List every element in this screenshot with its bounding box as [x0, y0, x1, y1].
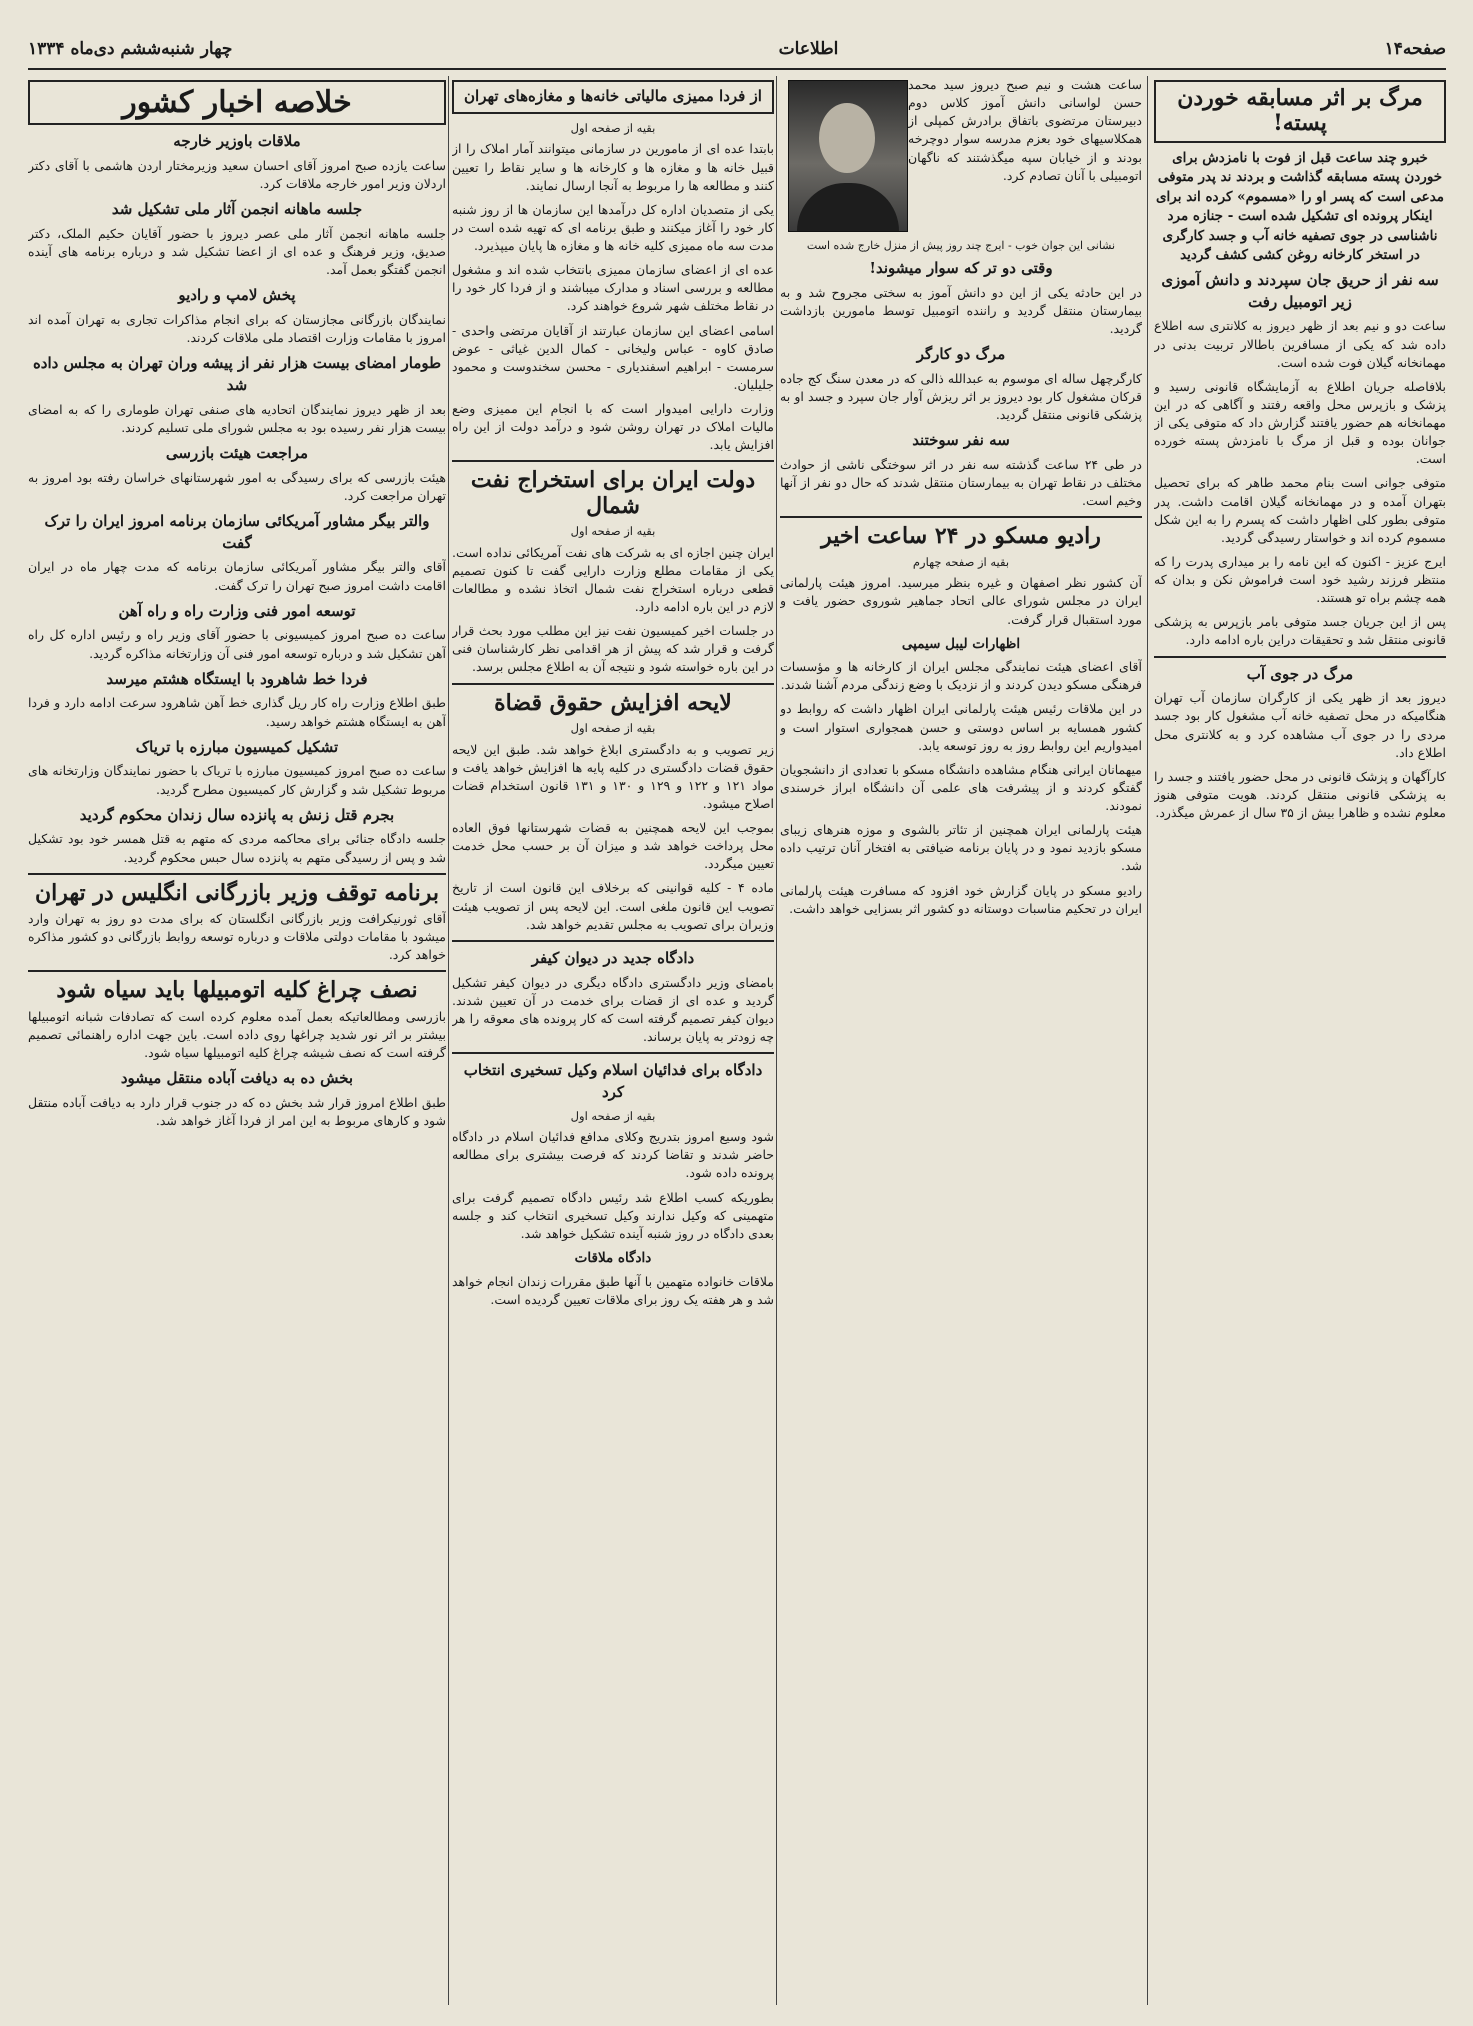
headline-country-news: خلاصه اخبار کشور	[28, 80, 446, 125]
column-country-news	[28, 76, 446, 2005]
article-lead: ساعت دو و نیم بعد از ظهر دیروز به کلانتری سه اطلاع داده شد که یکی از مسافرین باطالار تربیت بدنی در مهمانخانه گیلان فوت شده است.	[1154, 318, 1446, 370]
article-paragraph: میهمانان ایرانی هنگام مشاهده دانشگاه مسکو با تعدادی از دانشجویان گفتگو کردند و از پیشرفت های علمی آن دانشگاه ابراز خرسندی نمودند.	[780, 761, 1142, 814]
news-item-body: آقای ثورنیکرافت وزیر بازرگانی انگلستان که برای مدت دو روز به تهران وارد میشود با مقامات دولتی ملاقات و درباره توسعه روابط بازرگانی دو کشور مذاکره خواهد کرد.	[28, 910, 446, 963]
article-paragraph: ساعت هشت و نیم صبح دیروز سید محمد حسن لواسانی دانش آموز کلاس دوم دبیرستان مرتضوی باتفاق برادرش کمپلی از همکلاسیهای خود بعزم مدرسه سوار دوچرخه بودند و از خیابان سپه میگذشتند که ناگهان اتومبیلی با آنان تصادم کرد.	[908, 77, 1142, 183]
headline-car-lights: نصف چراغ کلیه اتومبیلها باید سیاه شود	[56, 977, 418, 1004]
continued-note: بقیه از صفحه اول	[570, 1108, 656, 1123]
section-head-new-court: دادگاه جدید در دیوان کیفر	[531, 948, 695, 967]
divider	[780, 516, 1142, 518]
news-item-head: فردا خط شاهرود با ایستگاه هشتم میرسد	[106, 669, 368, 688]
portrait-shoulders	[797, 183, 899, 231]
article-paragraph: بطوریکه کسب اطلاع شد رئیس دادگاه تصمیم گرفت برای متهمینی که وکیل ندارند وکیل تسخیری انتخاب کند و جلسه بعدی دادگاه در روز شنبه آینده تشکیل خواهد شد.	[452, 1189, 774, 1241]
headline-north-oil: دولت ایران برای استخراج نفت شمال	[470, 467, 756, 519]
news-item-head: مراجعت هیئت بازرسی	[165, 443, 309, 462]
continued-note: بقیه از صفحه اول	[570, 524, 656, 539]
news-item-head: والتر بیگر مشاور آمریکائی سازمان برنامه امروز ایران را ترک گفت	[44, 511, 430, 552]
subheadline: خبرو چند ساعت قبل از فوت با نامزدش برای خوردن پسته مسابقه گذاشت و بردند ند پدر متوفی مدعی است که پسر او را «مسموم» کرده اند برای اینکار پرونده ای تشکیل شده است - جنازه مرد ناشناسی در جوی تصفیه خانه آب و جسد کارگری در استخر کارخانه روغن کشی کشف گردید	[1155, 149, 1445, 264]
column-tax-assessment	[780, 76, 1142, 2005]
article-paragraph: عده ای از اعضای سازمان ممیزی بانتخاب شده اند و مشغول مطالعه و بررسی اسناد و مدارک میباشند و از فردا کار خود را در نقاط مختلف شهر شروع خواهند کرد.	[452, 262, 774, 314]
headline-uk-minister: برنامه توقف وزیر بازرگانی انگلیس در تهران	[34, 879, 440, 906]
news-item-head: ملاقات باوزیر خارجه	[173, 132, 301, 150]
section-head-two-riders: وقتی دو تر که سوار میشوند!	[869, 258, 1053, 277]
section-head-drowning: مرگ در جوی آب	[1246, 664, 1354, 683]
subheadline-fire: سه نفر از حریق جان سپردند و دانش آموزی زیر اتومبیل رفت	[1161, 270, 1439, 311]
divider	[452, 460, 774, 462]
continued-note: بقیه از صفحه اول	[570, 720, 656, 735]
news-item-body: ساعت یازده صبح امروز آقای احسان سعید وزیرمختار اردن هاشمی با آقای دکتر اردلان وزیر امور خارجه ملاقات کرد.	[28, 157, 446, 191]
article-paragraph: اسامی اعضای این سازمان عبارتند از آقایان مرتضی واحدی - صادق کاوه - عباس ولیخانی - کمال الدین غیاثی - عوض سرمست - ابراهیم اسفندیاری - محسن سخندوست و محمود جلیلیان.	[452, 322, 774, 392]
article-paragraph: در طی ۲۴ ساعت گذشته سه نفر در اثر سوختگی ناشی از حوادث مختلف در نقاط تهران به بیمارستان منتقل شدند که حال دو نفر از آنها وخیم است.	[780, 456, 1142, 509]
news-item-body: ساعت ده صبح امروز کمیسیونی با حضور آقای وزیر راه و رئیس اداره کل راه آهن تشکیل شد و درباره توسعه امور فنی آن وزارتخانه مذاکره گردید.	[28, 627, 446, 661]
portrait-photo	[788, 80, 908, 232]
article-paragraph: در این ملاقات رئیس هیئت پارلمانی ایران اظهار داشت که روابط دو کشور همسایه بر اساس دوستی و حسن همجواری استوار است و امیدواریم این روابط روز به روز توسعه یابد.	[780, 701, 1142, 753]
news-item-head: توسعه امور فنی وزارت راه و راه آهن	[118, 601, 356, 620]
section-head-burned: سه نفر سوختند	[912, 431, 1010, 450]
article-paragraph: ملاقات خانواده متهمین با آنها طبق مقررات زندان انجام خواهد شد و هر هفته یک روز برای ملاقات تعیین گردیده است.	[452, 1273, 774, 1307]
divider	[452, 683, 774, 685]
article-paragraph: بابتدا عده ای از مامورین در سازمانی میتوانند آمار املاک را از قبیل خانه ها و مغازه ها و کارخانه ها و سایر نقاط را تعیین کنند و مطالعه ها را مربوط به آنجا ارسال نمایند.	[452, 141, 774, 193]
issue-date: چهار شنبه‌ششم دی‌ماه ۱۳۳۴	[28, 39, 233, 59]
article-paragraph: وزارت دارایی امیدوار است که با انجام این ممیزی وضع مالیات املاک در تهران روشن شود و درآمد دولت از این راه افزایش یابد.	[452, 401, 774, 453]
news-item-body: جلسه دادگاه جنائی برای محاکمه مردی که متهم به قتل همسر خود بود تشکیل شد و پس از رسیدگی متهم به پانزده سال حبس محکوم گردید.	[28, 831, 446, 865]
subhead-statements: اظهارات لیبل سیمپی	[901, 635, 1021, 652]
article-paragraph: زیر تصویب و به دادگستری ابلاغ خواهد شد. طبق این لایحه حقوق قضات دادگستری در کلیه پایه ها افزایش خواهد یافت و مواد ۱۲۱ و ۱۲۲ و ۱۲۹ و ۱۳۰ و ۱۳۱ قانون استخدام قضات اصلاح میشود.	[452, 741, 774, 811]
article-paragraph: ایران چنین اجازه ای به شرکت های نفت آمریکائی نداده است. یکی از مقامات مطلع وزارت دارایی گفت تا کنون تصمیم قطعی درباره استخراج نفت شمال اتخاذ نشده و مطالعات لازم در این باره ادامه دارد.	[452, 544, 774, 615]
news-item-body: ساعت ده صبح امروز کمیسیون مبارزه با تریاک با حضور نمایندگان وزارتخانه های مربوط تشکیل شد و گزارش کار کمیسیون مطرح گردید.	[28, 763, 446, 797]
article-paragraph: در جلسات اخیر کمیسیون نفت نیز این مطلب مورد بحث قرار گرفت و قرار شد که پیش از هر اقدامی نظر کارشناسان فنی در این باره خواسته شود و نتیجه آن به اطلاع مجلس برسد.	[452, 623, 774, 675]
news-item-body: جلسه ماهانه انجمن آثار ملی عصر دیروز با حضور آقایان حکیم الملک، دکتر صدیق، وزیر فرهنگ و عده ای از اعضا تشکیل شد و درباره برنامه های آینده انجمن گفتگو بعمل آمد.	[28, 225, 446, 277]
news-item-body: بعد از ظهر دیروز نمایندگان اتحادیه های صنفی تهران طوماری را که به امضای بیست هزار نفر رسیده بود به مجلس شورای ملی تسلیم کردند.	[28, 401, 446, 435]
photo-block	[780, 76, 1142, 254]
article-paragraph: هیئت پارلمانی ایران همچنین از تئاتر بالشوی و موزه هنرهای زیبای مسکو بازدید نمود و در پایان برنامه ضیافتی به افتخار آنان ترتیب داده شد.	[780, 822, 1142, 874]
portrait-face	[819, 103, 875, 173]
news-item-body: آقای والتر بیگر مشاور آمریکائی سازمان برنامه که مدت چهار ماه در ایران اقامت داشت امروز صبح تهران را ترک گفت.	[28, 559, 446, 593]
article-paragraph: آقای اعضای هیئت نمایندگی مجلس ایران از کارخانه ها و مؤسسات فرهنگی مسکو دیدن کردند و از نزدیک با وضع زندگی مردم آشنا شدند.	[780, 659, 1142, 693]
article-paragraph: پس از این جریان جسد متوفی بامر بازپرس به پزشکی قانونی منتقل شد و تحقیقات دراین باره ادامه دارد.	[1154, 614, 1446, 648]
article-paragraph: در این حادثه یکی از این دو دانش آموز به سختی مجروح شد و به بیمارستان منتقل گردید و راننده اتومبیل توسط مامورین بازداشت گردید.	[780, 284, 1142, 336]
news-item-head: پخش لامپ و رادیو	[178, 286, 296, 305]
news-item-head: بخش ده به دیافت آباده منتقل میشود	[120, 1068, 354, 1087]
newspaper-page	[28, 30, 1446, 2005]
divider	[28, 873, 446, 875]
continued-note: بقیه از صفحه چهارم	[912, 554, 1010, 569]
article-paragraph: کارآگهان و پزشک قانونی در محل حضور یافتند و جسد را به پزشکی قانونی منتقل کردند. هویت متوفی هنوز معلوم نشده و ظاهرا بیش از ۳۵ سال از عمرش میگذرد.	[1154, 768, 1446, 821]
column-rule	[1147, 76, 1148, 2005]
news-item-body: نمایندگان بازرگانی مجازستان که برای انجام مذاکرات تجاری به تهران آمده اند امروز با مقامات وزارت اقتصاد ملی ملاقات کردند.	[28, 311, 446, 345]
news-item-head: بجرم قتل زنش به پانزده سال زندان محکوم گردید	[79, 805, 395, 824]
headline-moscow-radio: رادیو مسکو در ۲۴ ساعت اخیر	[821, 523, 1101, 550]
page-number: صفحه۱۴	[1384, 39, 1446, 59]
column-death-contest	[1154, 76, 1446, 2005]
article-paragraph: متوفی جوانی است بنام محمد طاهر که برای تحصیل بتهران آمده و در مهمانخانه گیلان اقامت داشت. پدر متوفی بطور کلی اظهار داشت که پسرم را به این شکل مسموم کرده اند و خواستار رسیدگی گردید.	[1154, 475, 1446, 545]
article-paragraph: ماده ۴ - کلیه قوانینی که برخلاف این قانون است از تاریخ تصویب این قانون ملغی است. این لایحه پس از تصویب هیئت وزیران برای تصویب به مجلس تقدیم خواهد شد.	[452, 880, 774, 932]
column-rule	[448, 76, 449, 2005]
article-paragraph: بموجب این لایحه همچنین به قضات شهرستانها فوق العاده محل پرداخت خواهد شد و میزان آن بر حسب محل خدمت تعیین میگردد.	[452, 820, 774, 872]
headline-tax-assessment: از فردا ممیزی مالیاتی خانه‌ها و مغازه‌های تهران	[452, 80, 774, 114]
news-item-body: طبق اطلاع وزارت راه کار ریل گذاری خط آهن شاهرود سرعت ادامه دارد و فردا آهن به ایستگاه هشتم خواهد رسید.	[28, 695, 446, 729]
article-paragraph: کارگرچهل ساله ای موسوم به عبدالله ذالی که در معدن سنگ کج جاده قرکان مشغول کار بود دیروز بر اثر ریزش آوار جان سپرد و جسد او به پزشکی قانونی منتقل گردید.	[780, 370, 1142, 423]
newspaper-name: اطلاعات	[778, 39, 839, 59]
article-paragraph: بلافاصله جریان اطلاع به آزمایشگاه قانونی رسید و پزشک و بازپرس محل واقعه رفتند و آگاهی که در این مهمانخانه هم حضور یافتند گزارش داد که متوفی یکی از جوانان بوده و قبل از مرگ با نامزدش پسته خورده است.	[1154, 378, 1446, 467]
divider	[452, 1052, 774, 1054]
headline-fedaian-court: دادگاه برای فدائیان اسلام وکیل تسخیری انتخاب کرد	[463, 1061, 763, 1101]
divider	[452, 940, 774, 942]
section-head-two-workers: مرگ دو کارگر	[916, 345, 1006, 364]
column-tax-oil-judges	[452, 76, 774, 2005]
news-item-body: بازرسی ومطالعاتیکه بعمل آمده معلوم کرده است که تصادفات شبانه اتومبیلها بیشتر بر اثر نور شدید چراغها روی داده است. باین جهت اداره راهنمائی تصمیم گرفته است که نصف شیشه چراغ کلیه اتومبیلها سیاه شود.	[28, 1008, 446, 1060]
news-item-head: طومار امضای بیست هزار نفر از پیشه وران تهران به مجلس داده شد	[32, 354, 442, 394]
news-item-head: تشکیل کمیسیون مبارزه با تریاک	[135, 737, 339, 756]
headline-judges-salary: لایحه افزایش حقوق قضاة	[494, 689, 732, 716]
news-item-body: هیئت بازرسی که برای رسیدگی به امور شهرستانهای خراسان رفته بود امروز به تهران مراجعت کرد.	[28, 469, 446, 503]
article-paragraph: ایرج عزیز - اکنون که این نامه را بر میداری پدرت را که منتظر فرزند رشید خود است فراموش نکن و بدان که همه چشم براه تو هستند.	[1154, 553, 1446, 606]
news-item-head: جلسه ماهانه انجمن آثار ملی تشکیل شد	[111, 200, 363, 218]
article-paragraph: دیروز بعد از ظهر یکی از کارگران سازمان آب تهران هنگامیکه در محل تصفیه خانه آب مشغول کار بود جسد مردی را در جوی آب مشاهده کرد و به کلانتری محل اطلاع داد.	[1154, 690, 1446, 760]
column-rule	[776, 76, 777, 2005]
article-paragraph: شود وسیع امروز بتدریج وکلای مدافع فدائیان اسلام در دادگاه حاضر شدند و تقاضا کردند که فرصت بیشتری برای مطالعه پرونده داده شود.	[452, 1129, 774, 1181]
photo-caption: نشانی این جوان خوب - ایرج چند روز پیش از منزل خارج شده است	[806, 239, 1116, 252]
article-paragraph: یکی از متصدیان اداره کل درآمدها این سازمان ها از روز شنبه کار خود را آغاز میکنند و طبق برنامه ای که تهیه شده است در مدت سه ماه ممیزی کلیه خانه ها و مغازه ها پایان میپذیرد.	[452, 201, 774, 254]
headline-pistachio-death: مرگ بر اثر مسابقه خوردن پسته!	[1154, 80, 1446, 143]
divider	[28, 970, 446, 972]
continued-note: بقیه از صفحه اول	[570, 120, 656, 135]
news-item-body: طبق اطلاع امروز قرار شد بخش ده که در جنوب قرار دارد به دیافت آباده منتقل شود و کارهای مربوط به این امر از فردا آغاز خواهد شد.	[28, 1094, 446, 1128]
article-paragraph: بامضای وزیر دادگستری دادگاه دیگری در دیوان کیفر تشکیل گردید و عده ای از قضات برای خدمت در آن تعیین شدند. دیوان کیفر تصمیم گرفته است که کار پرونده های معوقه را هر چه زودتر به پایان برساند.	[452, 974, 774, 1044]
article-paragraph: آن کشور نظر اصفهان و غیره بنظر میرسید. امروز هیئت پارلمانی ایران در مجلس شورای عالی اتحاد جماهیر شوروی حضور یافت و مورد استقبال قرار گرفت.	[780, 575, 1142, 627]
subhead-visits: دادگاه ملاقات	[574, 1249, 652, 1266]
article-paragraph: رادیو مسکو در پایان گزارش خود افزود که مسافرت هیئت پارلمانی ایران در تحکیم مناسبات دوستانه دو کشور اثر بسزایی خواهد داشت.	[780, 882, 1142, 916]
divider	[1154, 656, 1446, 658]
masthead	[28, 30, 1446, 70]
